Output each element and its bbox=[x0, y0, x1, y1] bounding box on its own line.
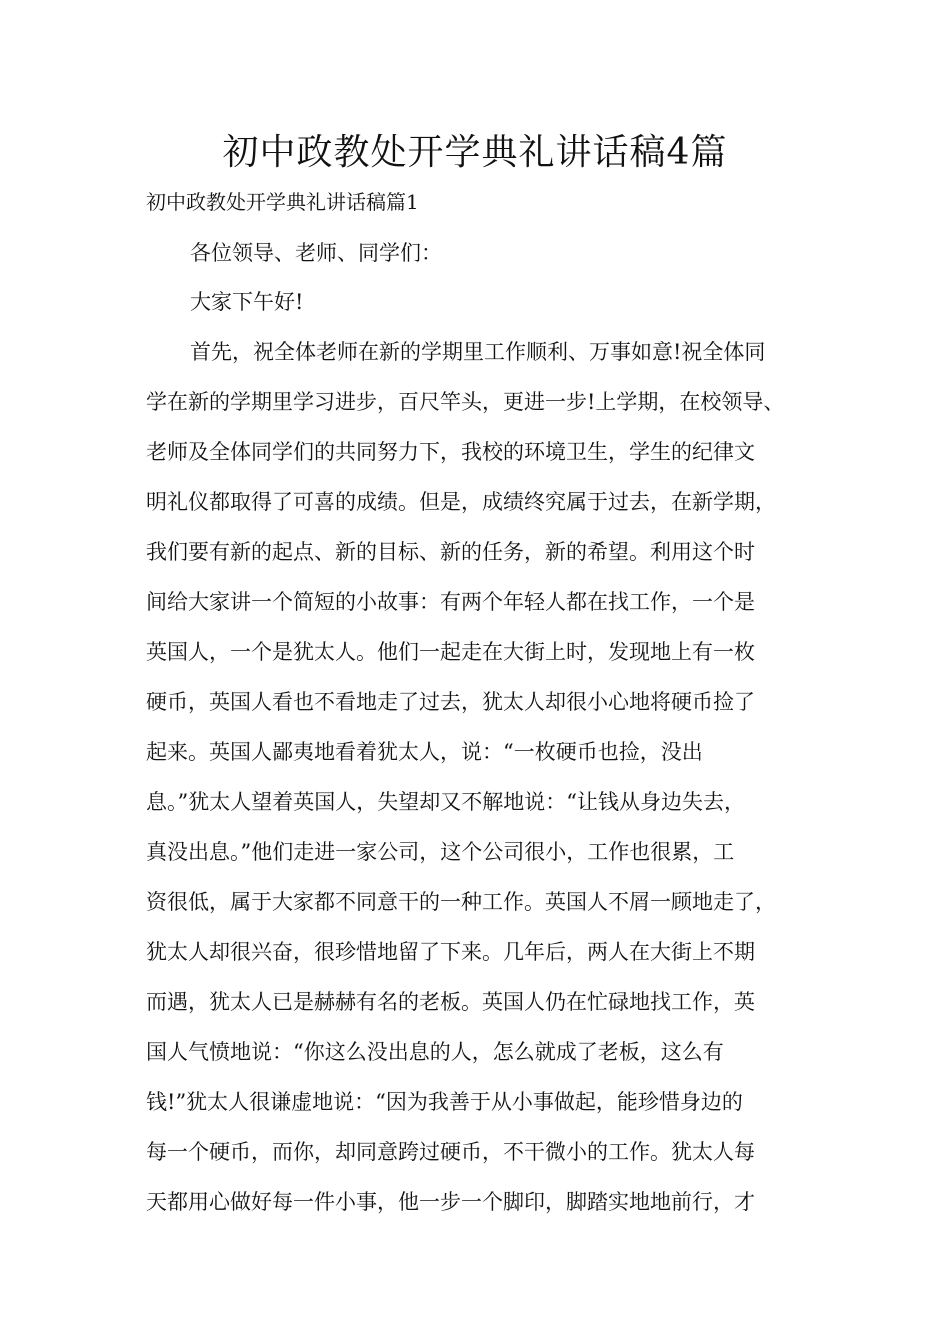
body-line: 息。”犹太人望着英国人，失望却又不解地说：“让钱从身边失去， bbox=[146, 790, 745, 814]
salutation-paragraph bbox=[146, 277, 826, 327]
body-line: 犹太人却很兴奋，很珍惜地留了下来。几年后，两人在大街上不期 bbox=[146, 940, 755, 964]
body-line: 间给大家讲一个简短的小故事：有两个年轻人都在找工作，一个是 bbox=[146, 590, 755, 614]
body-line: 资很低，属于大家都不同意干的一种工作。英国人不屑一顾地走了， bbox=[146, 890, 776, 914]
body-line: 真没出息。”他们走进一家公司，这个公司很小，工作也很累，工 bbox=[146, 840, 735, 864]
body-line: 老师及全体同学们的共同努力下，我校的环境卫生，学生的纪律文 bbox=[146, 440, 755, 464]
body-line: 英国人，一个是犹太人。他们一起走在大街上时，发现地上有一枚 bbox=[146, 640, 755, 664]
body-line: 天都用心做好每一件小事，他一步一个脚印，脚踏实地地前行，才 bbox=[146, 1190, 755, 1214]
salutation-line: 大家下午好! bbox=[190, 290, 304, 314]
body-line: 钱!”犹太人很谦虚地说：“因为我善于从小事做起，能珍惜身边的 bbox=[146, 1090, 743, 1114]
body-line: 学在新的学期里学习进步，百尺竿头，更进一步!上学期，在校领导、 bbox=[146, 390, 785, 414]
greeting-paragraph bbox=[146, 228, 826, 278]
body-line: 首先，祝全体老师在新的学期里工作顺利、万事如意!祝全体同 bbox=[190, 340, 766, 364]
body-line: 我们要有新的起点、新的目标、新的任务，新的希望。利用这个时 bbox=[146, 540, 755, 564]
body-line: 起来。英国人鄙夷地看着犹太人，说：“一枚硬币也捡，没出 bbox=[146, 740, 703, 764]
body-line: 硬币，英国人看也不看地走了过去，犹太人却很小心地将硬币捡了 bbox=[146, 690, 755, 714]
body-line: 明礼仪都取得了可喜的成绩。但是，成绩终究属于过去，在新学期， bbox=[146, 490, 776, 514]
document-subtitle: 初中政教处开学典礼讲话稿篇1 bbox=[146, 190, 419, 214]
document-title: 初中政教处开学典礼讲话稿4篇 bbox=[222, 132, 728, 173]
body-line: 每一个硬币，而你，却同意跨过硬币，不干微小的工作。犹太人每 bbox=[146, 1140, 755, 1164]
body-line: 而遇，犹太人已是赫赫有名的老板。英国人仍在忙碌地找工作，英 bbox=[146, 990, 755, 1014]
greeting-line: 各位领导、老师、同学们： bbox=[190, 241, 442, 265]
body-line: 国人气愤地说：“你这么没出息的人，怎么就成了老板，这么有 bbox=[146, 1040, 724, 1064]
body-paragraph bbox=[146, 327, 826, 1227]
